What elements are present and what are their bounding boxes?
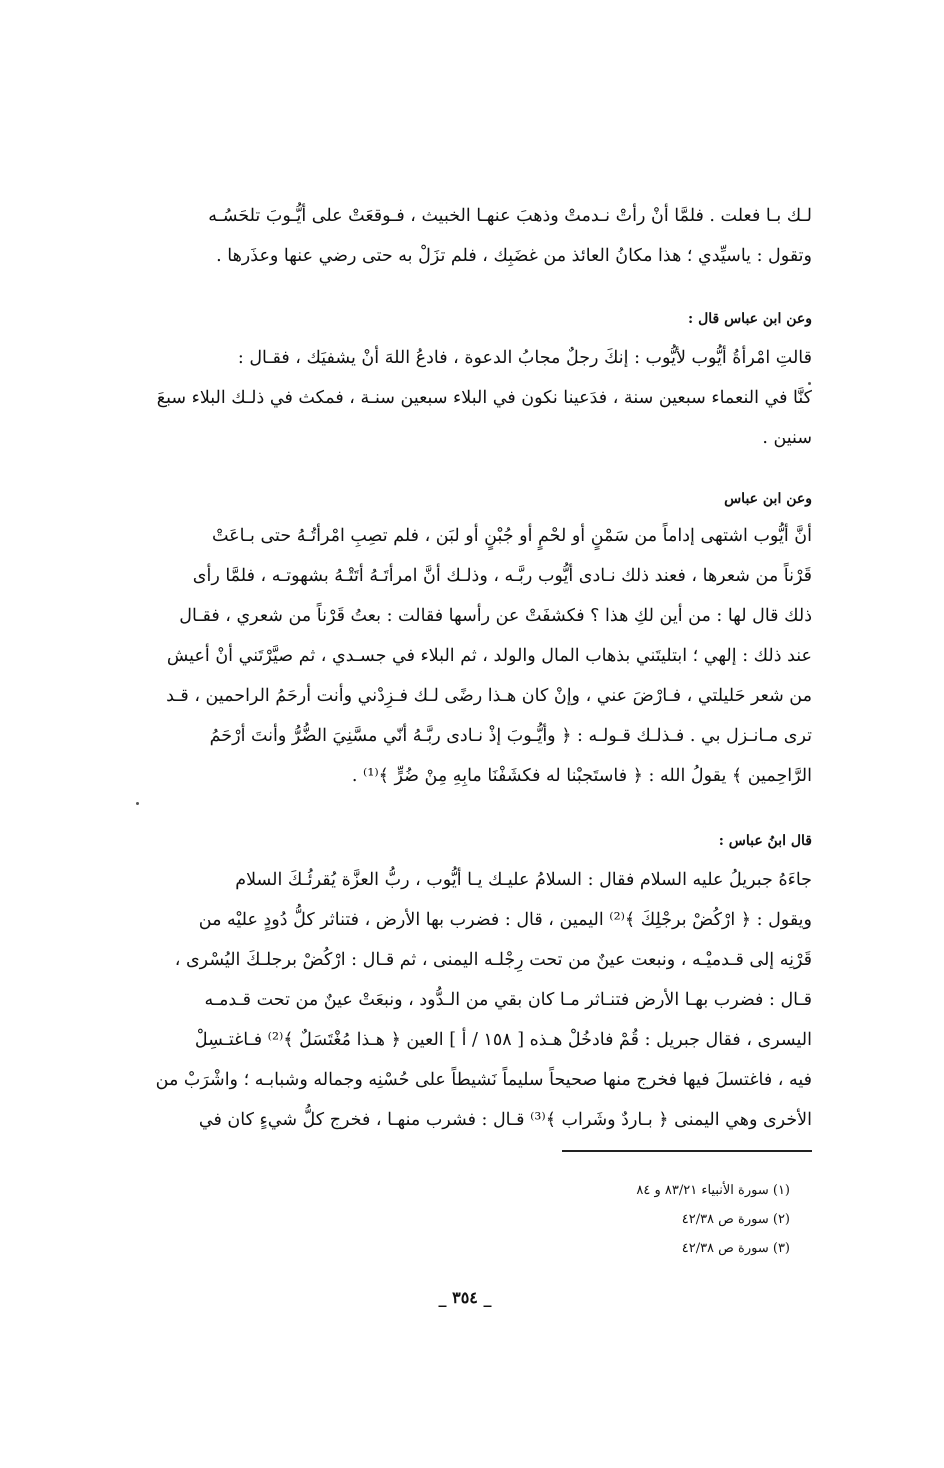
paragraph-2 (118, 338, 812, 458)
text-line: قـال : فضرب بهـا الأرض فتنـاثر مـا كان بقي من الـدُّود ، ونبعَتْ عينٌ من تحت قـدمـه (204, 990, 812, 1010)
text-line: اليسرى ، فقال جبريل : قُمْ فادخُلْ هـذه [ ١٥٨ / أ ] العين ﴿ هـذا مُغْتَسَلٌ ﴾⁽²⁾ فـاغتـسِلْ (194, 1030, 812, 1050)
section-heading-4: قال ابنُ عباس : (718, 833, 812, 849)
text-line: فيه ، فاغتسلَ فيها فخرج منها صحيحاً سليماً نَشيطاً على حُسْنِه وجماله وشبابـه ؛ واشْرَبْ من (155, 1070, 812, 1090)
page-number: _ ٣٥٤ _ (438, 1288, 492, 1307)
text-line: عند ذلك : إلهي ؛ ابتليتَني بذهاب المال والولد ، ثم البلاء في جسـدي ، ثم صيَّرْتَني أنْ أعيش (166, 646, 812, 666)
text-line: لـك بـا فعلت . فلمَّا أنْ رأتْ نـدمتْ وذهبَ عنهـا الخبيث ، فـوقعَتْ على أيُّـوبَ تلحَسُـه (208, 206, 812, 226)
paragraph-4 (118, 860, 812, 1140)
scan-speck (808, 382, 811, 385)
text-line: من شعر حَليلتي ، فـارْضَ عني ، وإنْ كان هـذا رضًى لـك فـزِدْني وأنت أرحَمُ الراحمين ، قـد (166, 686, 812, 706)
footnote-divider (562, 1150, 812, 1152)
text-line: قَرْناً من شعرها ، فعند ذلك نـادى أيُّوب ربَّـه ، وذلـك أنَّ امرأتَـهُ أتَتْـهُ بشهوتـه ، فلمَّا رأى (192, 566, 812, 586)
text-line: ترى مـانـزل بي . فـذلـك قـولـه : ﴿ وأيُّـوبَ إذْ نـادى ربَّـهُ أنّي مسَّنِيَ الضُّرُّ وأنتَ أرْحَمُ (209, 726, 812, 746)
section-heading-2: وعن ابن عباس قال : (688, 311, 812, 327)
text-line: ويقول : ﴿ ارْكُضْ برجْلِكَ ﴾⁽²⁾ اليمين ، قال : فضرب بها الأرض ، فتناثر كلُّ دُودٍ عليْه من (198, 910, 812, 930)
text-line: أنَّ أيُّوب اشتهى إداماً من سَمْنٍ أو لحْمٍ أو جُبْنٍ أو لبَن ، فلم تصِبِ امْرأتُـهُ حتى بـاعَتْ (211, 526, 812, 546)
text-line: الأخرى وهي اليمنى ﴿ بـاردٌ وشَراب ﴾⁽³⁾ قـال : فشرب منهـا ، فخرج كلُّ شيءٍ كان في (198, 1110, 812, 1130)
text-line: قَرْنِه إلى قـدميْـه ، ونبعت عينٌ من تحت رِجْلـه اليمنى ، ثم قـال : ارْكُضْ برجلـكَ اليُسْرى ، (174, 950, 812, 970)
scan-speck (136, 802, 139, 805)
paragraph-1 (118, 196, 812, 276)
section-heading-3: وعن ابن عباس (724, 491, 812, 507)
footnote-2: (٢) سورة ص ٤٢/٣٨ (681, 1212, 790, 1227)
footnote-3: (٣) سورة ص ٤٢/٣٨ (681, 1241, 790, 1256)
text-line: قالتِ امْرأةُ أيُّوب لأيُّوب : إنكَ رجلٌ مجابُ الدعوة ، فادعُ اللهَ أنْ يشفيَك ، فقـال : (237, 348, 812, 368)
footnote-1: (١) سورة الأنبياء ٨٣/٢١ و ٨٤ (636, 1183, 790, 1198)
text-line: سنين . (762, 428, 812, 448)
text-line: ذلك قال لها : من أين لكِ هذا ؟ فكشفَتْ عن رأسها فقالت : بعتُ قَرْناً من شعري ، فقـال (179, 606, 812, 626)
paragraph-3 (118, 516, 812, 796)
footnotes (636, 1176, 790, 1263)
book-page (118, 196, 812, 1416)
text-line: كنَّا في النعماء سبعين سنة ، فدَعينا نكون في البلاء سبعين سنـة ، فمكث في ذلـك البلاء سبعَ (156, 388, 812, 408)
text-line: جاءَهُ جبريلُ عليه السلام فقال : السلامُ عليـك يـا أيُّوب ، ربُّ العزَّة يُقرئُـكَ السلام (235, 870, 812, 890)
text-line: الرَّاحِمين ﴾ يقولُ الله : ﴿ فاستَجبْنا له فكشَفْنَا مابِهِ مِنْ ضُرٍّ ﴾⁽¹⁾ . (351, 766, 812, 786)
text-line: وتقول : ياسيِّدي ؛ هذا مكانُ العائذ من غضَبِك ، فلم تزَلْ به حتى رضي عنها وعذَرها . (216, 246, 812, 266)
